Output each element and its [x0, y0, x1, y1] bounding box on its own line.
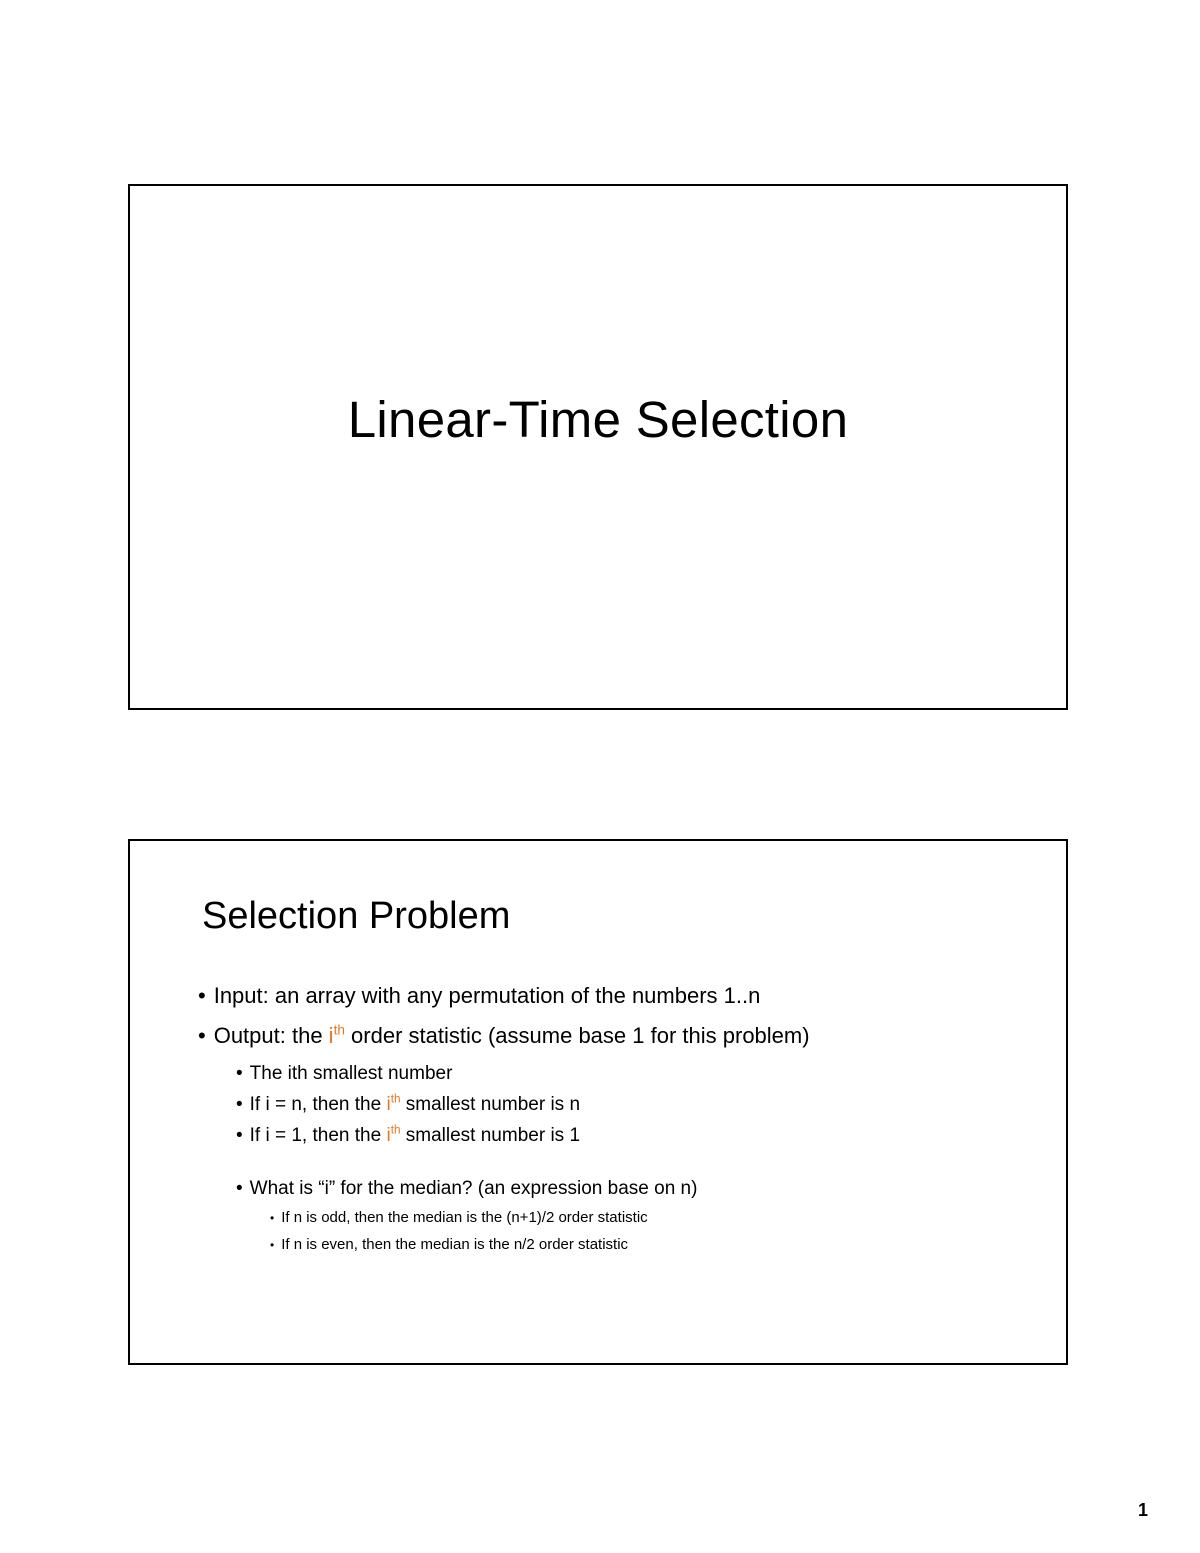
- ith-superscript: th: [390, 1092, 401, 1106]
- slide-title: [128, 184, 1068, 710]
- slide-title-text: Linear-Time Selection: [347, 391, 849, 448]
- page-number: 1: [1137, 1500, 1148, 1520]
- sub-bullet-suffix: smallest number is n: [400, 1094, 581, 1115]
- ith-superscript: th: [390, 1123, 401, 1137]
- sub-bullet-ith-smallest: [236, 1063, 1026, 1085]
- bullet-input-text: Input: an array with any permutation of the numbers 1..n: [213, 983, 761, 1008]
- bullet-output-suffix: order statistic (assume base 1 for this problem): [344, 1023, 810, 1048]
- spacer: [198, 1156, 1026, 1178]
- bullet-dot: •: [236, 1178, 243, 1199]
- bullet-dot: •: [198, 983, 206, 1008]
- slide-heading: Selection Problem: [202, 895, 511, 937]
- bullet-dot: •: [236, 1125, 243, 1146]
- sub-bullet-prefix: If i = n, then the: [249, 1094, 387, 1115]
- sub-bullet-text: What is “i” for the median? (an expression base on n): [249, 1178, 698, 1199]
- sub-sub-bullet-even: [270, 1236, 1026, 1254]
- sub-sub-bullet-text: If n is even, then the median is the n/2 order statistic: [281, 1236, 629, 1253]
- bullet-dot: •: [236, 1063, 243, 1084]
- sub-bullet-prefix: If i = 1, then the: [249, 1125, 387, 1146]
- sub-bullet-if-n: [236, 1094, 1026, 1116]
- sub-sub-bullet-text: If n is odd, then the median is the (n+1)/2 order statistic: [281, 1209, 648, 1226]
- bullet-list: [198, 983, 1026, 1263]
- bullet-dot: •: [236, 1094, 243, 1115]
- sub-bullet-text: The ith smallest number: [249, 1063, 453, 1084]
- sub-bullet-if-1: [236, 1125, 1026, 1147]
- bullet-dot: •: [198, 1023, 206, 1048]
- sub-bullet-median-question: [236, 1178, 1026, 1200]
- sub-bullet-suffix: smallest number is 1: [400, 1125, 581, 1146]
- slide-selection-problem: [128, 839, 1068, 1365]
- ith-variable: i: [328, 1023, 334, 1048]
- bullet-input: [198, 983, 1026, 1009]
- bullet-dot: •: [270, 1238, 275, 1252]
- bullet-output: [198, 1023, 1026, 1049]
- ith-superscript: th: [333, 1022, 345, 1038]
- bullet-dot: •: [270, 1211, 275, 1225]
- ith-variable: i: [386, 1094, 391, 1115]
- sub-sub-bullet-odd: [270, 1209, 1026, 1227]
- ith-variable: i: [386, 1125, 391, 1146]
- bullet-output-prefix: Output: the: [213, 1023, 329, 1048]
